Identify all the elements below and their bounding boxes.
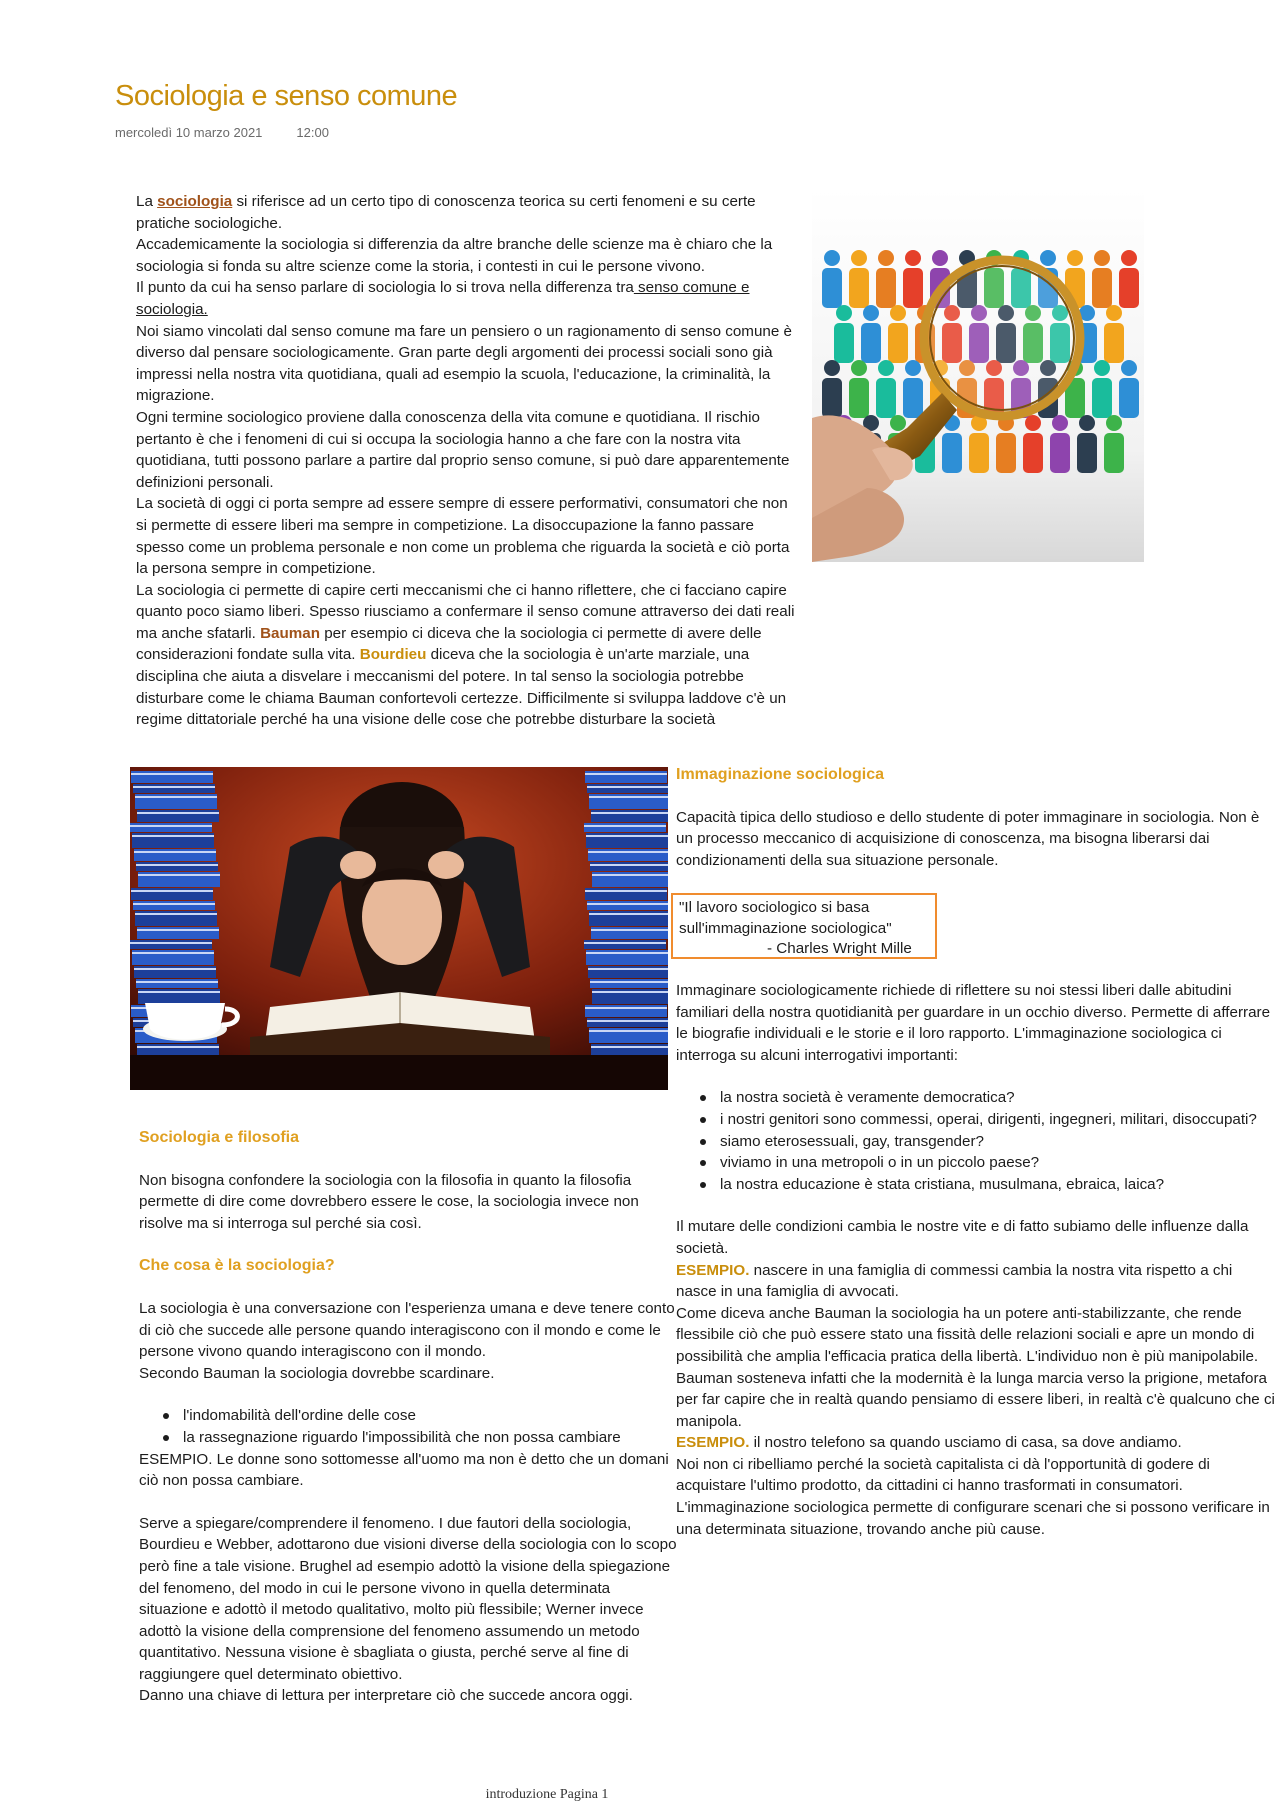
intro-p4: Noi siamo vincolati dal senso comune ma fare un pensiero o un ragionamento di senso comune è diverso dal pensare sociologicamente. Gran parte degli argomenti dei processi sociali sono già impressi nella nostra vita quotidiana, quali ad esempio la scuola, l'educazione, la criminalità, la migrazione. [136,322,792,405]
page-date: mercoledì 10 marzo 2021 [115,125,263,140]
quote-box [671,893,937,959]
what-p3: ESEMPIO. Le donne sono sottomesse all'uomo ma non è detto che un domani ciò non possa cambiare. [139,1450,669,1490]
imagination-section-body [676,980,1276,1540]
list-item: l'indomabilità dell'ordine delle cose [161,1405,679,1427]
imagination-p4: Come diceva anche Bauman la sociologia ha un potere anti-stabilizzante, che rende flessibile ciò che può essere stato una fissità delle relazioni sociali e apre un mondo di possibilità che amplia l'efficacia pratica della libertà. L'individuo non è più manipolabile. [676,1304,1259,1365]
imagination-example-1: ESEMPIO. nascere in una famiglia di commessi cambia la nostra vita rispetto a chi nasce in una famiglia di avvocati. [676,1261,1233,1301]
quote-author: - Charles Wright Mille [767,940,912,957]
list-item: viviamo in una metropoli o in un piccolo paese? [698,1152,1276,1174]
bauman-list [161,1405,679,1448]
page-title: Sociologia e senso comune [115,80,458,112]
student-studying-books-icon [130,767,668,1090]
imagination-p6: Noi non ci ribelliamo perché la società capitalista ci dà l'opportunità di godere di acquistare l'ultimo prodotto, da cittadini ci hanno trasformati in consumatori. [676,1455,1210,1495]
imagination-p1: Capacità tipica dello studioso e dello studente di poter immaginare in sociologia. Non è un processo meccanico di acquisizione di conoscenza, ma bisogna liberarsi dai condizionamenti della sua situazione personale. [676,808,1260,869]
bourdieu-keyword: Bourdieu [359,646,427,664]
what-p5: Danno una chiave di lettura per interpretare ciò che succede ancora oggi. [139,1687,633,1705]
intro-text [136,191,796,731]
left-column [139,1127,679,1707]
imagination-section [676,764,1276,871]
magnifying-glass-crowd-icon [812,188,1144,562]
bauman-keyword: Bauman [260,624,321,642]
list-item: la rassegnazione riguardo l'impossibilità che non possa cambiare [161,1427,679,1449]
intro-p1: La sociologia si riferisce ad un certo tipo di conoscenza teorica su certi fenomeni e su certe pratiche sociologiche. [136,193,756,232]
what-heading: Che cosa è la sociologia? [139,1257,335,1275]
sociologia-link[interactable]: sociologia [157,193,233,210]
student-studying-image [130,767,668,1090]
philosophy-p1: Non bisogna confondere la sociologia con la filosofia in quanto la filosofia permette di dire come dovrebbero essere le cose, la sociologia invece non risolve ma si interroga sul perché sia così. [139,1171,639,1232]
page-time: 12:00 [296,125,329,140]
list-item: la nostra società è veramente democratica? [698,1087,1276,1109]
page-footer: introduzione Pagina 1 [485,1787,609,1802]
what-p2: Secondo Bauman la sociologia dovrebbe scardinare. [139,1364,495,1382]
imagination-p2: Immaginare sociologicamente richiede di riflettere su noi stessi liberi dalle abitudini familiari della nostra quotidianità per guardare in un occhio diverso. Permette di afferrare le biografie individuali e le storie e il loro rapporto. L'immaginazione sociologica ci interroga su alcuni interrogativi importanti: [676,982,1271,1064]
intro-p3: Il punto da cui ha senso parlare di sociologia lo si trova nella differenza tra senso comune e sociologia. [136,279,750,318]
list-item: la nostra educazione è stata cristiana, musulmana, ebraica, laica? [698,1174,1276,1196]
intro-p6: La società di oggi ci porta sempre ad essere sempre di essere performativi, consumatori che non si permette di essere liberi ma sempre in competizione. La disoccupazione la fanno passare spesso come un problema personale e non come un problema che riguarda la società e ciò porta la persona sempre in competizione. [136,495,790,578]
quote-text: "Il lavoro sociologico si basa sull'immaginazione sociologica" [679,899,892,937]
imagination-heading: Immaginazione sociologica [676,766,885,783]
list-item: i nostri genitori sono commessi, operai, dirigenti, ingegneri, militari, disoccupati? [698,1109,1276,1131]
page-meta [115,122,329,144]
intro-p7: La sociologia ci permette di capire certi meccanismi che ci hanno riflettere, che ci facciano capire quanto poco siamo liberi. Spesso riusciamo a confermare il senso comune attraverso dei dati reali ma anche sfatarli. Bauman per esempio ci diceva che la sociologia ci permette di avere delle considerazioni fondate sulla vita. Bourdieu diceva che la sociologia è un'arte marziale, una disciplina che aiuta a disvelare i meccanismi del potere. In tal senso la sociologia potrebbe disturbare come le chiama Bauman confortevoli certezze. Difficilmente si sviluppa laddove c'è un regime dittatoriale perché ha una visione delle cose che potrebbe disturbare la società [136,581,795,729]
imagination-p3: Il mutare delle condizioni cambia le nostre vite e di fatto subiamo delle influenze dalla società. [676,1218,1249,1257]
what-p4: Serve a spiegare/comprendere il fenomeno. I due fautori della sociologia, Bourdieu e Webber, adottarono due visioni diverse della sociologia con lo scopo però fine a tale visione. Brughel ad esempio adottò la visione della spiegazione del fenomeno, del modo in cui le persone vivono in quella determinata situazione e adottò il metodo qualitativo, molto più flessibile; Werner invece adottò la visione della comprensione del fenomeno assumendo un metodo quantitativo. Nessuna visione è sbagliata o giusta, perché serve al fine di raggiungere quel determinato obiettivo. [139,1514,677,1683]
imagination-p5: Bauman sosteneva infatti che la modernità è la lunga marcia verso la prigione, metafora per far capire che in realtà quando pensiamo di essere liberi, in realtà c'è qualcuno che ci manipola. [676,1369,1275,1430]
questions-list [698,1087,1276,1195]
intro-p5: Ogni termine sociologico proviene dalla conoscenza della vita comune e quotidiana. Il rischio pertanto è che i fenomeni di cui si occupa la sociologia hanno a che fare con la nostra vita quotidiana, tutti possono parlare a partire dal proprio senso comune, si può dare apparentemente definizioni personali. [136,408,790,491]
what-p1: La sociologia è una conversazione con l'esperienza umana e deve tenere conto di ciò che succede alle persone quando interagiscono con il mondo e come le persone vivono quando interagiscono con il mondo. [139,1299,675,1361]
magnifying-glass-crowd-image [812,188,1144,562]
imagination-example-2: ESEMPIO. il nostro telefono sa quando usciamo di casa, sa dove andiamo. [676,1434,1182,1452]
intro-p2: Accademicamente la sociologia si differenzia da altre branche delle scienze ma è chiaro che la sociologia si fonda su altre scienze come la storia, i contesti in cui le persone vivono. [136,236,773,275]
philosophy-heading: Sociologia e filosofia [139,1129,300,1146]
imagination-p7: L'immaginazione sociologica permette di configurare scenari che si possono verificare in una determinata situazione, trovando anche più cause. [676,1499,1270,1538]
list-item: siamo eterosessuali, gay, transgender? [698,1131,1276,1153]
